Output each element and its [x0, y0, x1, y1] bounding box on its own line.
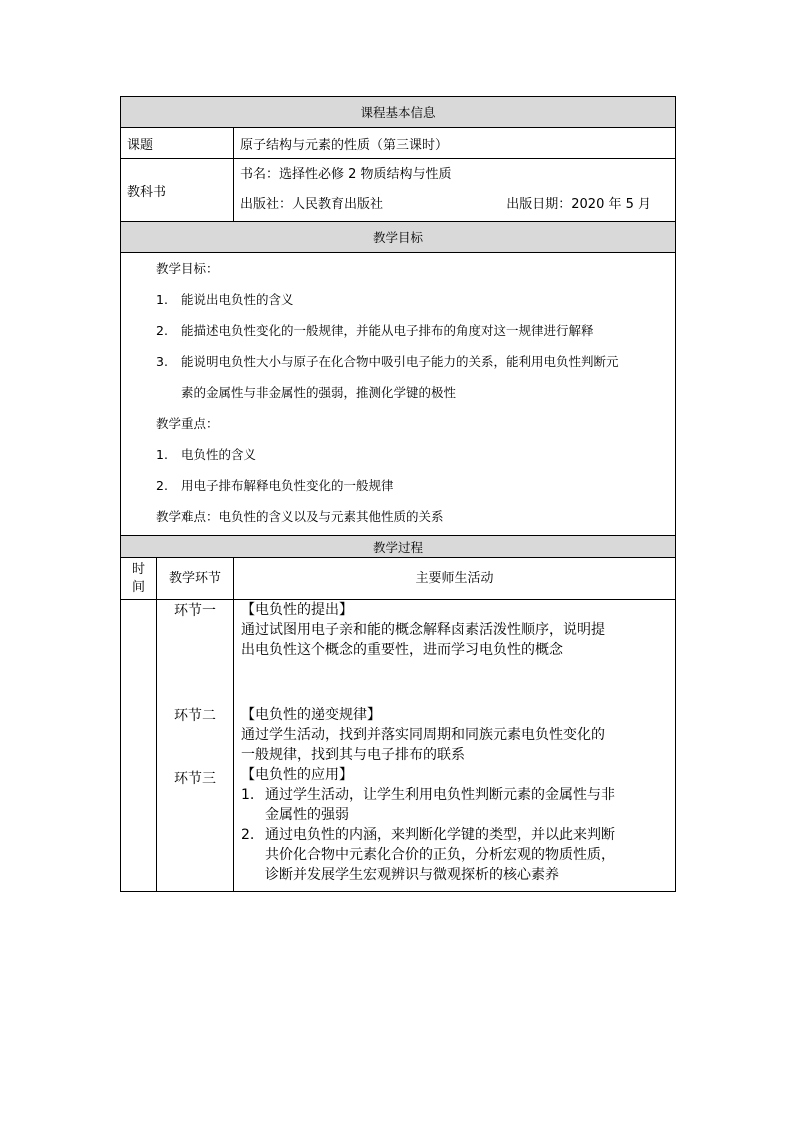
stage-column-header: 教学环节	[157, 558, 234, 600]
time-cell	[121, 600, 157, 892]
stage-one-title: 【电负性的提出】	[241, 602, 353, 618]
activity-cell	[234, 600, 676, 892]
stage-two-activity: 【电负性的递变规律】 通过学生活动，找到并落实同周期和同族元素电负性变化的 一般规律，找到其与电子排布的联系	[241, 705, 669, 765]
textbook-label: 教科书	[121, 159, 234, 222]
objectives-content	[121, 253, 676, 536]
basic-info-band: 课程基本信息	[121, 97, 676, 128]
stage-one-label: 环节一	[174, 603, 216, 619]
application-item: 2. 通过电负性的内涵，来判断化学键的类型，并以此来判断 共价化合物中元素化合价的正负，分析宏观的物质性质， 诊断并发展学生宏观辨识与微观探析的核心素养	[241, 827, 615, 883]
stage-three-activity	[241, 765, 669, 885]
goal-item: 3. 能说明电负性大小与原子在化合物中吸引电子能力的关系，能利用电负性判断元 素的金属性与非金属性的强弱，推测化学键的极性	[156, 354, 619, 400]
textbook-info	[234, 159, 676, 222]
publication-line	[240, 190, 675, 220]
key-points-heading: 教学重点：	[156, 416, 219, 431]
topic-value: 原子结构与元素的性质（第三课时）	[234, 128, 676, 159]
topic-label: 课题	[121, 128, 234, 159]
publisher: 出版社：人民教育出版社	[240, 197, 384, 212]
application-item: 1. 通过学生活动，让学生利用电负性判断元素的金属性与非 金属性的强弱	[241, 787, 615, 823]
process-band: 教学过程	[121, 536, 676, 558]
stage-three-title: 【电负性的应用】	[241, 767, 353, 783]
stage-two-label: 环节二	[174, 708, 216, 724]
key-point-item: 2. 用电子排布解释电负性变化的一般规律	[156, 478, 394, 493]
goal-item: 1. 能说出电负性的含义	[156, 292, 294, 307]
activity-column-header: 主要师生活动	[234, 558, 676, 600]
time-column-header: 时 间	[121, 558, 157, 600]
stage-one-activity: 【电负性的提出】 通过试图用电子亲和能的概念解释卤素活泼性顺序，说明提 出电负性这个概念的重要性，进而学习电负性的概念	[241, 600, 669, 660]
difficulty: 教学难点：电负性的含义以及与元素其他性质的关系	[156, 509, 444, 524]
publication-date: 出版日期：2020 年 5 月	[506, 197, 652, 212]
stage-cell	[157, 600, 234, 892]
lesson-plan-table	[120, 96, 676, 892]
objectives-band: 教学目标	[121, 222, 676, 253]
goal-item: 2. 能描述电负性变化的一般规律，并能从电子排布的角度对这一规律进行解释	[156, 323, 594, 338]
key-point-item: 1. 电负性的含义	[156, 447, 257, 462]
stage-three-label: 环节三	[174, 771, 216, 787]
stage-two-title: 【电负性的递变规律】	[241, 707, 381, 723]
book-name: 书名：选择性必修 2 物质结构与性质	[240, 167, 452, 182]
goals-heading: 教学目标：	[156, 261, 219, 276]
